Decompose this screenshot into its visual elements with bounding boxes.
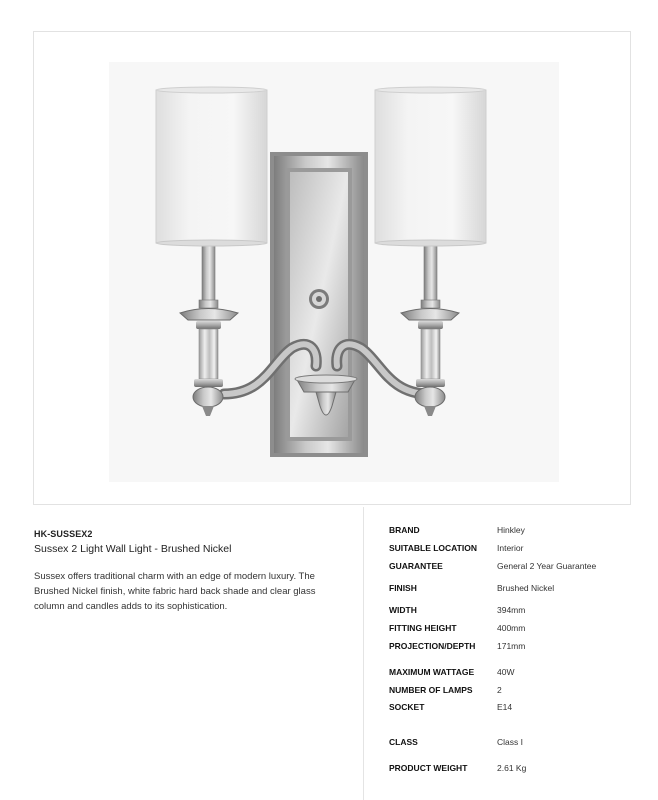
spec-value-projection: 171mm [497,641,526,651]
spec-value-brand: Hinkley [497,525,525,535]
spec-label-projection: PROJECTION/DEPTH [389,641,476,651]
right-shade [375,87,486,246]
spec-value-location: Interior [497,543,524,553]
backplate [270,152,368,457]
spec-label-guarantee: GUARANTEE [389,561,443,571]
spec-label-fitting-height: FITTING HEIGHT [389,623,457,633]
spec-label-finish: FINISH [389,583,417,593]
left-shade [156,87,267,246]
spec-label-socket: SOCKET [389,702,425,712]
spec-value-finish: Brushed Nickel [497,583,555,593]
product-title: Sussex 2 Light Wall Light - Brushed Nickel [34,543,232,555]
spec-label-weight: PRODUCT WEIGHT [389,763,468,773]
spec-label-lamps: NUMBER OF LAMPS [389,685,473,695]
spec-value-width: 394mm [497,605,526,615]
spec-value-wattage: 40W [497,667,515,677]
product-image-frame [33,31,631,505]
spec-value-socket: E14 [497,702,513,712]
spec-value-lamps: 2 [497,685,502,695]
wall-light-illustration [34,32,632,506]
column-divider [363,507,364,800]
spec-label-location: SUITABLE LOCATION [389,543,477,553]
product-sku: HK-SUSSEX2 [34,529,93,539]
product-description: Sussex offers traditional charm with an edge of modern luxury. The Brushed Nickel finish, white fabric hard back shade and clear glass column and candles adds to its sophistication. [34,571,316,613]
spec-value-weight: 2.61 Kg [497,763,527,773]
spec-label-wattage: MAXIMUM WATTAGE [389,667,475,677]
spec-label-width: WIDTH [389,605,417,615]
spec-label-brand: BRAND [389,525,420,535]
spec-value-fitting-height: 400mm [497,623,526,633]
spec-value-guarantee: General 2 Year Guarantee [497,561,597,571]
spec-label-class: CLASS [389,737,418,747]
spec-value-class: Class I [497,737,523,747]
